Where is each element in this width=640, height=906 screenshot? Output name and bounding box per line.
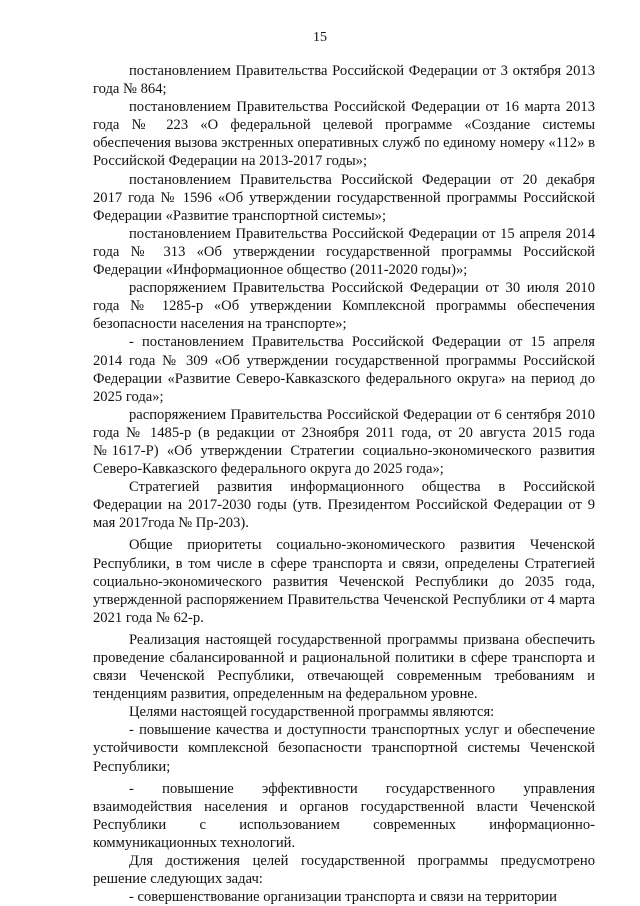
paragraph-program-implementation: Реализация настоящей государственной программы призвана обеспечить проведение сбалансированной и рациональной политики в сфере транспорта и связи Чеченской Республики, отвечающей современным требованиям и тенденциям развития, определенным на федеральном уровне. <box>93 631 595 703</box>
paragraph-task-transport-organization: - совершенствование организации транспорта и связи на территории <box>129 889 557 906</box>
page-number: 15 <box>313 30 327 45</box>
paragraph-goal-transport-quality: - повышение качества и доступности транспортных услуг и обеспечение устойчивости комплексной безопасности транспортной системы Чеченской Республики; <box>93 722 595 775</box>
paragraph-decree-309: - постановлением Правительства Российской Федерации от 15 апреля 2014 года № 309 «Об утверждении государственной программы Российской Федерации «Развитие Северо-Кавказского федерального округа» на период до 2025 года»; <box>93 334 595 405</box>
paragraph-tasks-heading: Для достижения целей государственной программы предусмотрено решение следующих задач: <box>93 853 595 888</box>
paragraph-strategy-information-society: Стратегией развития информационного общества в Российской Федерации на 2017-2030 годы (утв. Президентом Российской Федерации от 9 мая 2017года № Пр-203). <box>93 479 595 532</box>
paragraph-goals-heading: Целями настоящей государственной программы являются: <box>129 704 495 721</box>
paragraph-order-1285: распоряжением Правительства Российской Федерации от 30 июля 2010 года № 1285-р «Об утверждении Комплексной программы обеспечения безопасности населения на транспорте»; <box>93 280 595 333</box>
document-body <box>93 62 595 906</box>
paragraph-decree-313: постановлением Правительства Российской Федерации от 15 апреля 2014 года № 313 «Об утверждении государственной программы Российской Федерации «Информационное общество (2011-2020 годы)»; <box>93 225 595 279</box>
paragraph-decree-864: постановлением Правительства Российской Федерации от 3 октября 2013 года № 864; <box>93 63 595 98</box>
paragraph-decree-223: постановлением Правительства Российской Федерации от 16 марта 2013 года № 223 «О федеральной целевой программе «Создание системы обеспечения вызова экстренных оперативных служб по единому номеру «112» в Российской Федерации на 2013-2017 годы»; <box>93 99 595 170</box>
paragraph-goal-governance-efficiency: - повышение эффективности государственного управления взаимодействия населения и органов государственной власти Чеченской Республики с использованием современных информационно-коммуникационных технологий. <box>93 780 595 851</box>
paragraph-general-priorities: Общие приоритеты социально-экономического развития Чеченской Республики, в том числе в сфере транспорта и связи, определены Стратегией социально-экономического развития Чеченской Республики до 2035 года, утвержденной распоряжением Правительства Чеченской Республики от 4 марта 2021 года № 62-р. <box>93 537 595 626</box>
paragraph-decree-1596: постановлением Правительства Российской Федерации от 20 декабря 2017 года № 1596 «Об утверждении государственной программы Российской Федерации «Развитие транспортной системы»; <box>93 171 595 224</box>
paragraph-order-1485: распоряжением Правительства Российской Федерации от 6 сентября 2010 года № 1485-р (в редакции от 23ноября 2011 года, от 20 августа 2015 года №1617-Р) «Об утверждении Стратегии социально-экономического развития Северо-Кавказского федерального округа до 2025 года»; <box>93 406 595 478</box>
